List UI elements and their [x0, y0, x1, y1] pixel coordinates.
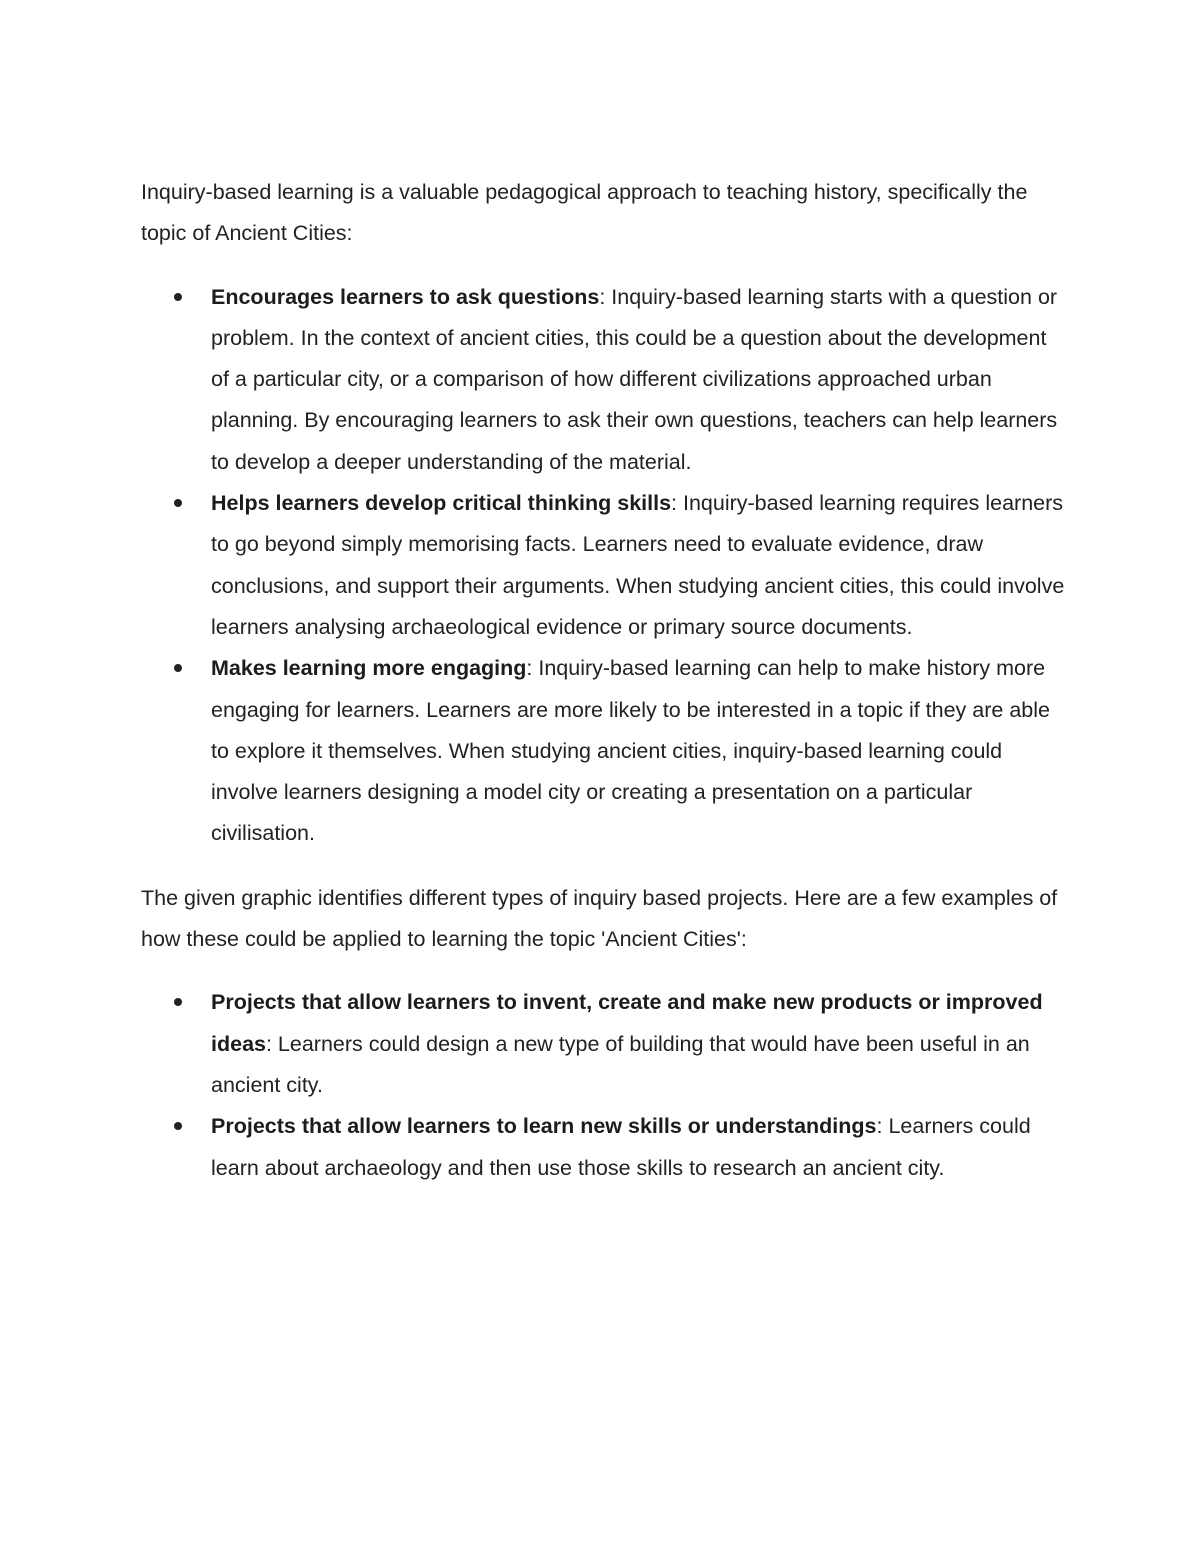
item-term: Projects that allow learners to invent, create and make new products or improved ideas	[211, 990, 1043, 1056]
list-item	[141, 982, 1066, 1106]
bullet-icon	[174, 1122, 182, 1130]
list-item	[141, 277, 1066, 483]
bullet-icon	[174, 998, 182, 1006]
item-term: Encourages learners to ask questions	[211, 284, 600, 309]
list-item	[141, 483, 1066, 648]
list-item	[141, 648, 1066, 854]
list-item	[141, 1106, 1066, 1189]
bullet-icon	[174, 664, 182, 672]
item-text: : Inquiry-based learning requires learners to go beyond simply memorising facts. Learners need to evaluate evidence, draw conclusions, and support their arguments. When studying ancient cities, this could involve learners analysing archaeological evidence or primary source documents.	[211, 491, 1065, 639]
benefits-list	[141, 277, 1066, 855]
projects-list	[141, 982, 1066, 1188]
item-term: Helps learners develop critical thinking skills	[211, 491, 672, 516]
item-text: : Learners could learn about archaeology and then use those skills to research an ancient city.	[211, 1114, 1031, 1180]
graphic-intro-paragraph: The given graphic identifies different types of inquiry based projects. Here are a few examples of how these could be applied to learning the topic 'Ancient Cities':	[141, 885, 1058, 952]
bullet-icon	[174, 293, 182, 301]
bullet-icon	[174, 499, 182, 507]
document-body	[141, 172, 1066, 1189]
item-text: : Inquiry-based learning starts with a question or problem. In the context of ancient cities, this could be a question about the development of a particular city, or a comparison of how different civilizations approached urban planning. By encouraging learners to ask their own questions, teachers can help learners to develop a deeper understanding of the material.	[211, 284, 1058, 474]
item-term: Makes learning more engaging	[211, 656, 527, 681]
intro-paragraph: Inquiry-based learning is a valuable pedagogical approach to teaching history, specifically the topic of Ancient Cities:	[141, 180, 1028, 246]
item-text: : Learners could design a new type of building that would have been useful in an ancient city.	[211, 1031, 1030, 1097]
item-text: : Inquiry-based learning can help to make history more engaging for learners. Learners are more likely to be interested in a topic if they are able to explore it themselves. When studying ancient cities, inquiry-based learning could involve learners designing a model city or creating a presentation on a particular civilisation.	[211, 656, 1050, 846]
item-term: Projects that allow learners to learn new skills or understandings	[211, 1114, 877, 1139]
